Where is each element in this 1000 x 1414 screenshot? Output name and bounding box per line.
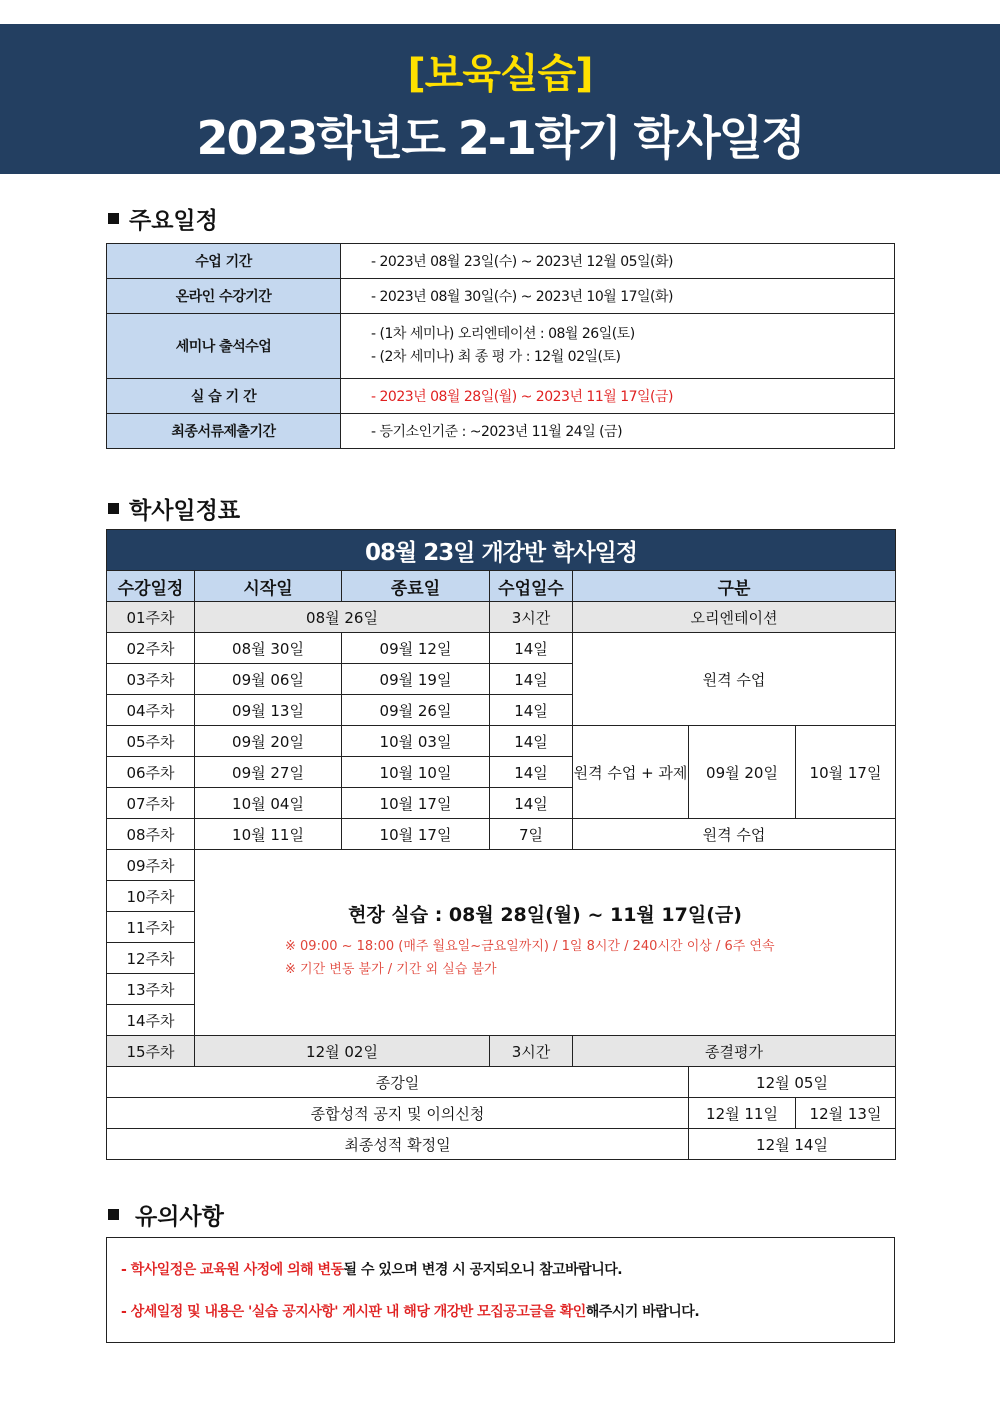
field-note-1: ※ 09:00 ~ 18:00 (매주 월요일~금요일까지) / 1일 8시간 / 240시간 이상 / 6주 연속 xyxy=(285,939,775,954)
table-row xyxy=(107,314,895,379)
table-title: 08월 23일 개강반 학사일정 xyxy=(107,530,896,571)
category-cell: 원격 수업 xyxy=(573,819,896,850)
note-text: 될 수 있으며 변경 시 공지되오니 참고바랍니다. xyxy=(343,1262,623,1278)
bullet-square-icon xyxy=(108,1209,119,1220)
table-row xyxy=(107,279,895,314)
row-label: 온라인 수강기간 xyxy=(107,279,341,314)
category-cell: 원격 수업 xyxy=(573,633,896,726)
week-cell: 07주차 xyxy=(107,788,195,819)
main-schedule-table xyxy=(106,243,895,449)
days-cell: 3시간 xyxy=(490,602,573,633)
column-header: 구분 xyxy=(573,571,896,602)
section-title-text: 주요일정 xyxy=(129,208,218,234)
banner-title: 2023학년도 2-1학기 학사일정 xyxy=(196,111,804,165)
week-cell: 14주차 xyxy=(107,1005,195,1036)
week-cell: 09주차 xyxy=(107,850,195,881)
grade-notice-end: 12월 13일 xyxy=(796,1098,896,1129)
table-row xyxy=(107,244,895,279)
section-title-academic-table xyxy=(108,492,240,525)
end-cell: 10월 17일 xyxy=(342,819,490,850)
row-label: 수업 기간 xyxy=(107,244,341,279)
table-row xyxy=(107,379,895,414)
table-row xyxy=(107,819,896,850)
week-cell: 13주차 xyxy=(107,974,195,1005)
note-prefix: - xyxy=(121,1262,131,1278)
table-row xyxy=(107,602,896,633)
start-cell: 09월 13일 xyxy=(195,695,342,726)
column-header: 시작일 xyxy=(195,571,342,602)
section-title-notes xyxy=(108,1198,224,1231)
week-cell: 03주차 xyxy=(107,664,195,695)
note-highlight: 학사일정은 교육원 사정에 의해 변동 xyxy=(130,1262,344,1278)
row-label: 실 습 기 간 xyxy=(107,379,341,414)
final-grade-date: 12월 14일 xyxy=(689,1129,896,1160)
bullet-square-icon xyxy=(108,213,119,224)
table-row xyxy=(107,1098,896,1129)
week-cell: 01주차 xyxy=(107,602,195,633)
days-cell: 14일 xyxy=(490,664,573,695)
field-practice-cell xyxy=(195,850,896,1036)
days-cell: 14일 xyxy=(490,757,573,788)
start-cell: 10월 11일 xyxy=(195,819,342,850)
table-row xyxy=(107,414,895,449)
final-grade-label: 최종성적 확정일 xyxy=(107,1129,689,1160)
week-cell: 08주차 xyxy=(107,819,195,850)
end-cell: 09월 26일 xyxy=(342,695,490,726)
table-row xyxy=(107,633,896,664)
days-cell: 3시간 xyxy=(490,1036,573,1067)
note-line-1 xyxy=(121,1259,622,1279)
end-cell: 09월 19일 xyxy=(342,664,490,695)
end-cell: 10월 17일 xyxy=(342,788,490,819)
start-cell: 08월 30일 xyxy=(195,633,342,664)
days-cell: 7일 xyxy=(490,819,573,850)
row-label: 최종서류제출기간 xyxy=(107,414,341,449)
category-cell: 원격 수업 + 과제 xyxy=(573,726,689,819)
table-row xyxy=(107,1067,896,1098)
row-value xyxy=(341,314,895,379)
banner-subtitle: [보육실습] xyxy=(407,51,593,97)
end-cell: 09월 12일 xyxy=(342,633,490,664)
seminar-line-2: - (2차 세미나) 최 종 평 가 : 12월 02일(토) xyxy=(371,349,621,365)
start-cell: 09월 06일 xyxy=(195,664,342,695)
table-row xyxy=(107,850,896,881)
table-row xyxy=(107,726,896,757)
category-cell: 종결평가 xyxy=(573,1036,896,1067)
grade-notice-start: 12월 11일 xyxy=(689,1098,796,1129)
end-cell: 10월 10일 xyxy=(342,757,490,788)
days-cell: 14일 xyxy=(490,726,573,757)
note-text: 해주시기 바랍니다. xyxy=(585,1304,700,1320)
table-row xyxy=(107,1036,896,1067)
table-header-row xyxy=(107,571,896,602)
end-class-date: 12월 05일 xyxy=(689,1067,896,1098)
section-title-main-schedule xyxy=(108,202,218,235)
start-cell: 09월 20일 xyxy=(195,726,342,757)
note-line-2 xyxy=(121,1301,699,1321)
week-cell: 02주차 xyxy=(107,633,195,664)
start-cell: 10월 04일 xyxy=(195,788,342,819)
academic-schedule-table xyxy=(106,529,896,1160)
field-note-2: ※ 기간 변동 불가 / 기간 외 실습 불가 xyxy=(285,962,497,977)
row-label: 세미나 출석수업 xyxy=(107,314,341,379)
week-cell: 11주차 xyxy=(107,912,195,943)
date-cell: 08월 26일 xyxy=(195,602,490,633)
note-highlight: 상세일정 및 내용은 '실습 공지사항' 게시판 내 해당 개강반 모집공고글을 확인 xyxy=(130,1304,586,1320)
row-value: - 등기소인기준 : ~2023년 11월 24일 (금) xyxy=(341,414,895,449)
notes-box xyxy=(106,1237,895,1343)
seminar-line-1: - (1차 세미나) 오리엔테이션 : 08월 26일(토) xyxy=(371,326,635,342)
week-cell: 15주차 xyxy=(107,1036,195,1067)
task-end-cell: 10월 17일 xyxy=(796,726,896,819)
row-value: - 2023년 08월 30일(수) ~ 2023년 10월 17일(화) xyxy=(341,279,895,314)
days-cell: 14일 xyxy=(490,788,573,819)
section-title-text: 유의사항 xyxy=(135,1204,224,1230)
week-cell: 05주차 xyxy=(107,726,195,757)
row-value: - 2023년 08월 28일(월) ~ 2023년 11월 17일(금) xyxy=(341,379,895,414)
bullet-square-icon xyxy=(108,503,119,514)
row-value: - 2023년 08월 23일(수) ~ 2023년 12월 05일(화) xyxy=(341,244,895,279)
title-banner xyxy=(0,24,1000,174)
category-cell: 오리엔테이션 xyxy=(573,602,896,633)
week-cell: 10주차 xyxy=(107,881,195,912)
column-header: 종료일 xyxy=(342,571,490,602)
column-header: 수업일수 xyxy=(490,571,573,602)
field-practice-title: 현장 실습 : 08월 28일(월) ~ 11월 17일(금) xyxy=(348,904,742,926)
grade-notice-label: 종합성적 공지 및 이의신청 xyxy=(107,1098,689,1129)
table-row xyxy=(107,1129,896,1160)
week-cell: 06주차 xyxy=(107,757,195,788)
days-cell: 14일 xyxy=(490,633,573,664)
week-cell: 04주차 xyxy=(107,695,195,726)
week-cell: 12주차 xyxy=(107,943,195,974)
days-cell: 14일 xyxy=(490,695,573,726)
note-prefix: - xyxy=(121,1304,131,1320)
task-start-cell: 09월 20일 xyxy=(689,726,796,819)
date-cell: 12월 02일 xyxy=(195,1036,490,1067)
table-title-row xyxy=(107,530,896,571)
end-class-label: 종강일 xyxy=(107,1067,689,1098)
end-cell: 10월 03일 xyxy=(342,726,490,757)
section-title-text: 학사일정표 xyxy=(129,498,241,524)
start-cell: 09월 27일 xyxy=(195,757,342,788)
column-header: 수강일정 xyxy=(107,571,195,602)
